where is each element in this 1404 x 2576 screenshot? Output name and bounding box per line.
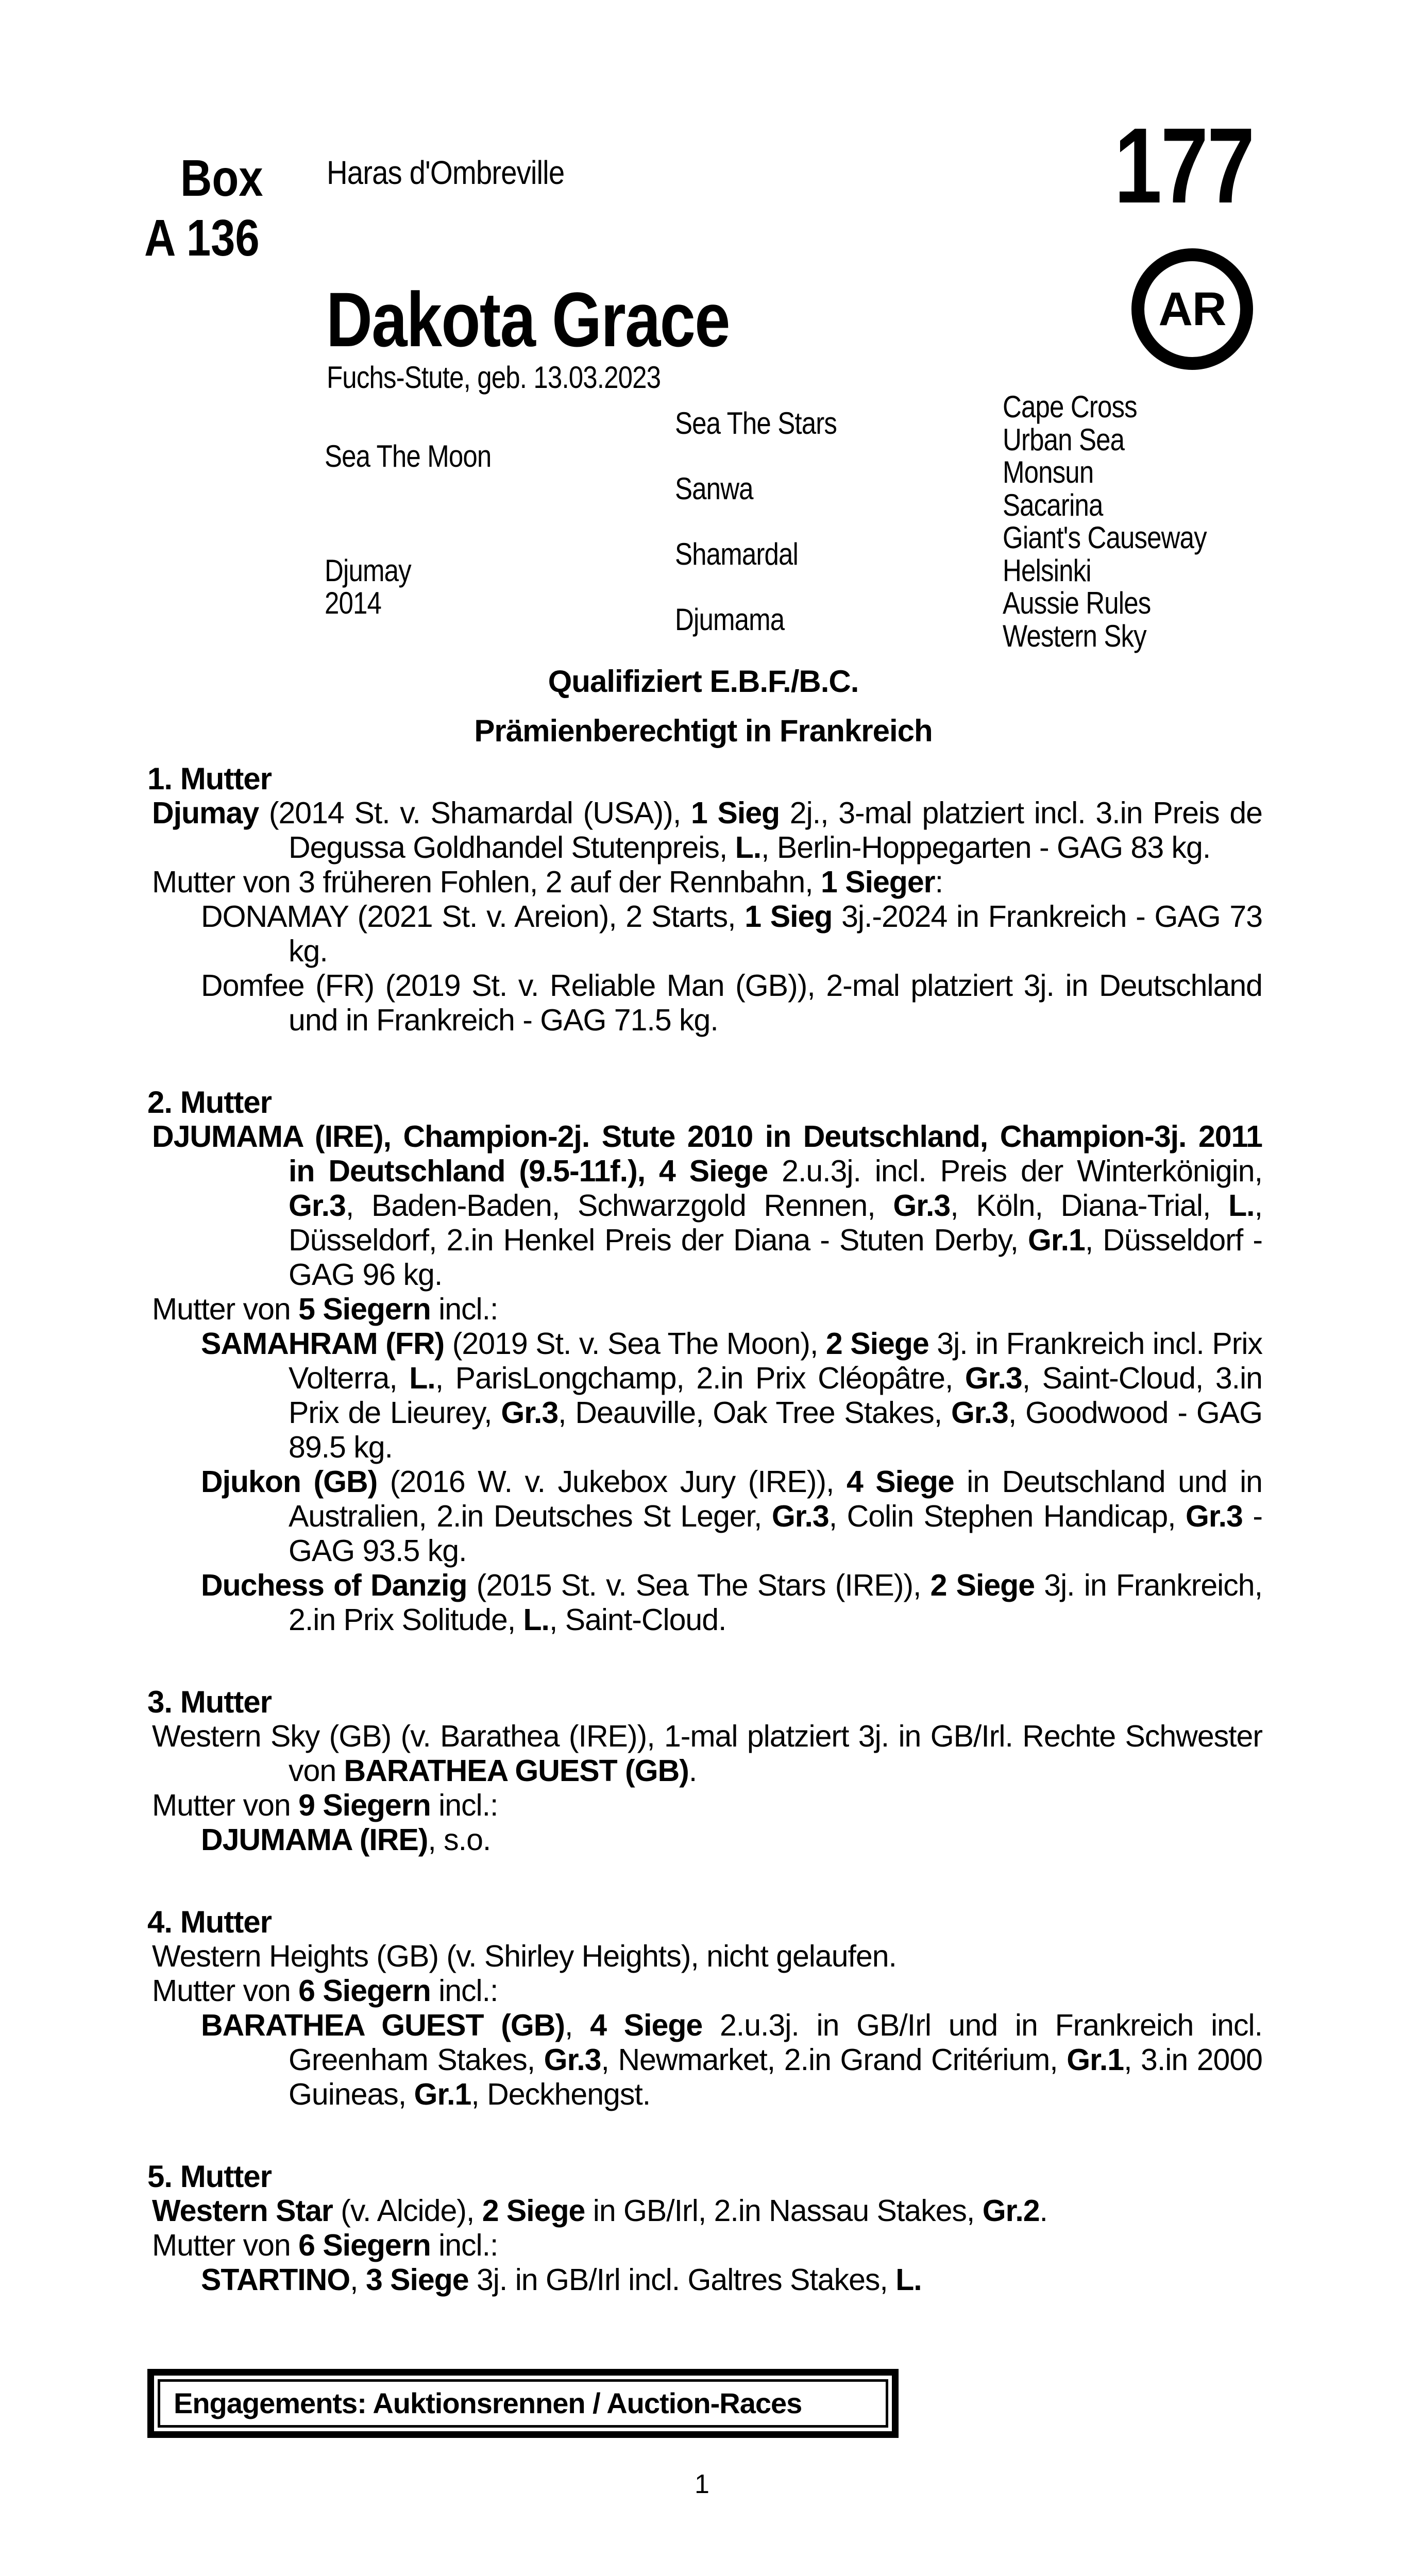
- consignor-name: Haras d'Ombreville: [327, 154, 565, 191]
- pedigree-dam-sire: Shamardal: [675, 537, 798, 571]
- pedigree-paragraph: Mutter von 6 Siegern incl.:: [152, 2228, 498, 2262]
- box-label: Box: [180, 149, 263, 207]
- pedigree-sections: [144, 761, 1262, 2297]
- pedigree-g3-name: Monsun: [1003, 455, 1094, 490]
- pedigree-paragraph: Domfee (FR) (2019 St. v. Reliable Man (GB)), 2-mal platziert 3j. in Deutschland und in Frankreich - GAG 71.5 kg.: [201, 969, 1262, 1037]
- qualification-line: Qualifiziert E.B.F./B.C.: [548, 664, 859, 699]
- qualification-line: Prämienberechtigt in Frankreich: [474, 714, 933, 748]
- pedigree-paragraph: Mutter von 3 früheren Fohlen, 2 auf der Rennbahn, 1 Sieger:: [152, 865, 943, 899]
- pedigree-dam: [325, 521, 622, 652]
- section-body: [144, 1939, 1262, 2112]
- section-body: [144, 1120, 1262, 1637]
- dam-name: Djumay: [325, 553, 411, 588]
- section-heading: 4. Mutter: [147, 1905, 272, 1939]
- pedigree-paragraph: DONAMAY (2021 St. v. Areion), 2 Starts, 1 Sieg 3j.-2024 in Frankreich - GAG 73 kg.: [201, 900, 1263, 968]
- lot-number: 177: [1114, 106, 1254, 226]
- pedigree-g3-name: Urban Sea: [1003, 422, 1125, 457]
- sire-name: Sea The Moon: [325, 438, 492, 473]
- pedigree-g3-name: Sacarina: [1003, 487, 1103, 522]
- engagements-box: [147, 2369, 899, 2438]
- pedigree-paragraph: SAMAHRAM (FR) (2019 St. v. Sea The Moon), 2 Siege 3j. in Frankreich incl. Prix Volterra, L., ParisLongchamp, 2.in Prix Cléopâtre, Gr.3, Saint-Cloud, 3.in Prix de Lieurey, Gr.3, Deauville, Oak Tree Stakes, Gr.3, Goodwood - GAG 89.5 kg.: [201, 1327, 1262, 1464]
- pedigree-paragraph: Duchess of Danzig (2015 St. v. Sea The Stars (IRE)), 2 Siege 3j. in Frankreich, 2.in Prix Solitude, L., Saint-Cloud.: [201, 1568, 1262, 1637]
- dam-year: 2014: [325, 586, 382, 620]
- pedigree-paragraph: Mutter von 9 Siegern incl.:: [152, 1788, 498, 1822]
- section-heading: 1. Mutter: [147, 761, 272, 796]
- pedigree-paragraph: DJUMAMA (IRE), Champion-2j. Stute 2010 in Deutschland, Champion-3j. 2011 in Deutschland (9.5-11f.), 4 Siege 2.u.3j. incl. Preis der Winterkönigin, Gr.3, Baden-Baden, Schwarzgold Rennen, Gr.3, Köln, Diana-Trial, L., Düsseldorf, 2.in Henkel Preis der Diana - Stuten Derby, Gr.1, Düsseldorf - GAG 96 kg.: [152, 1120, 1262, 1292]
- pedigree-paragraph: Mutter von 6 Siegern incl.:: [152, 1974, 498, 2008]
- pedigree-sire: [325, 391, 622, 521]
- section-heading: 5. Mutter: [147, 2159, 272, 2194]
- pedigree-paragraph: BARATHEA GUEST (GB), 4 Siege 2.u.3j. in GB/Irl und in Frankreich incl. Greenham Stakes, Gr.3, Newmarket, 2.in Grand Critérium, Gr.1, 3.in 2000 Guineas, Gr.1, Deckhengst.: [201, 2008, 1262, 2111]
- section-body: [144, 1719, 1262, 1857]
- dam-section: [144, 1085, 1262, 1637]
- pedigree-paragraph: Western Heights (GB) (v. Shirley Heights), nicht gelaufen.: [152, 1939, 896, 1973]
- pedigree-g3-name: Cape Cross: [1003, 389, 1137, 425]
- dam-section: [144, 761, 1262, 1038]
- ar-brand-letters: AR: [1158, 282, 1226, 335]
- pedigree-sire-sire: Sea The Stars: [675, 406, 837, 440]
- pedigree-table: [325, 391, 1404, 652]
- pedigree-dam-dam: Djumama: [675, 602, 785, 637]
- horse-name: Dakota Grace: [326, 276, 730, 363]
- pedigree-paragraph: Djukon (GB) (2016 W. v. Jukebox Jury (IRE)), 4 Siege in Deutschland und in Australien, 2.in Deutsches St Leger, Gr.3, Colin Stephen Handicap, Gr.3 - GAG 93.5 kg.: [201, 1465, 1262, 1568]
- pedigree-paragraph: Mutter von 5 Siegern incl.:: [152, 1292, 498, 1326]
- pedigree-paragraph: Western Star (v. Alcide), 2 Siege in GB/Irl, 2.in Nassau Stakes, Gr.2.: [152, 2194, 1047, 2228]
- section-body: [144, 796, 1262, 1038]
- engagements-text: Engagements: Auktionsrennen / Auction-Races: [158, 2379, 888, 2428]
- section-heading: 2. Mutter: [147, 1085, 272, 1120]
- pedigree-paragraph: STARTINO, 3 Siege 3j. in GB/Irl incl. Galtres Stakes, L.: [201, 2263, 922, 2297]
- pedigree-g3-name: Aussie Rules: [1003, 586, 1151, 621]
- pedigree-paragraph: DJUMAMA (IRE), s.o.: [201, 1823, 491, 1857]
- horse-description: Fuchs-Stute, geb. 13.03.2023: [327, 360, 661, 395]
- dam-section: [144, 2159, 1262, 2297]
- dam-section: [144, 1685, 1262, 1857]
- pedigree-g3-name: Helsinki: [1003, 553, 1091, 588]
- pedigree-g3-name: Western Sky: [1003, 618, 1146, 653]
- pedigree-sire-dam: Sanwa: [675, 471, 753, 506]
- section-body: [144, 2194, 1262, 2297]
- pedigree-paragraph: Western Sky (GB) (v. Barathea (IRE)), 1-mal platziert 3j. in GB/Irl. Rechte Schwester von BARATHEA GUEST (GB).: [152, 1719, 1262, 1788]
- section-heading: 3. Mutter: [147, 1685, 272, 1719]
- box-number: A 136: [144, 209, 260, 267]
- pedigree-g3-name: Giant's Causeway: [1003, 520, 1207, 555]
- ar-brand-badge-icon: [1131, 248, 1253, 370]
- pedigree-paragraph: Djumay (2014 St. v. Shamardal (USA)), 1 Sieg 2j., 3-mal platziert incl. 3.in Preis de Degussa Goldhandel Stutenpreis, L., Berlin-Hoppegarten - GAG 83 kg.: [152, 796, 1262, 865]
- dam-section: [144, 1905, 1262, 2112]
- page-number: 1: [695, 2469, 709, 2499]
